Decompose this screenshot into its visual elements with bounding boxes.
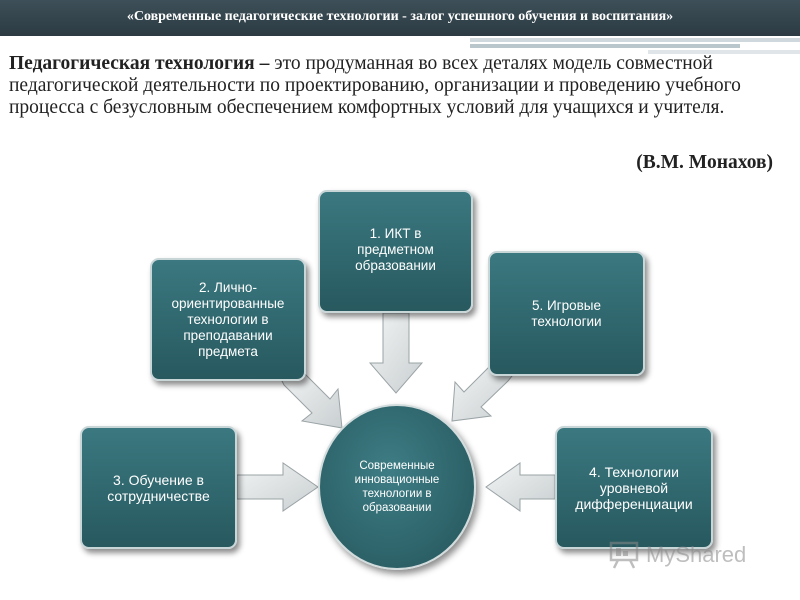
box-line: уровневой — [599, 479, 669, 496]
box-line: преподавании — [183, 327, 273, 343]
arrow-from-box-4 — [486, 463, 555, 511]
box-game — [488, 251, 645, 376]
box-line: дифференциации — [575, 495, 693, 512]
box-line: 2. Лично- — [199, 279, 257, 295]
watermark — [608, 540, 746, 570]
box-line: предметном — [357, 242, 434, 257]
box-line: технологии — [531, 313, 602, 329]
box-line: 3. Обучение в — [113, 471, 204, 488]
definition-author: (В.М. Монахов) — [636, 152, 773, 173]
box-line: 4. Технологии — [589, 463, 679, 480]
box-cooperation — [80, 426, 237, 549]
definition-term: Педагогическая технология – — [9, 53, 270, 74]
center-circle — [318, 404, 476, 570]
box-ict — [318, 190, 473, 313]
arrow-from-box-3 — [237, 463, 318, 511]
slide-title: «Современные педагогические технологии - залог успешного обучения и воспитания» — [126, 9, 674, 24]
arrow-from-box-1 — [370, 313, 422, 393]
box-line: технологии в — [187, 311, 269, 327]
box-line: 5. Игровые — [531, 297, 602, 313]
watermark-text: MyShared — [646, 542, 747, 567]
box-line: предмета — [198, 343, 258, 359]
definition-text: это продуманная во всех деталях модель совместной педагогической деятельности по проектированию, организации и проведению учебного процесса с безусловным обеспечением комфортных условий для учащихся и учителя. — [9, 53, 741, 118]
box-line: 1. ИКТ в — [369, 226, 422, 241]
box-person-oriented — [150, 258, 306, 381]
center-label: Современные инновационные технологии в образовании — [354, 460, 440, 514]
box-differentiation — [555, 426, 713, 549]
presentation-board-icon — [608, 540, 642, 570]
box-line: ориентированные — [171, 295, 285, 311]
box-line: образовании — [355, 258, 436, 273]
box-line: сотрудничестве — [107, 487, 210, 504]
